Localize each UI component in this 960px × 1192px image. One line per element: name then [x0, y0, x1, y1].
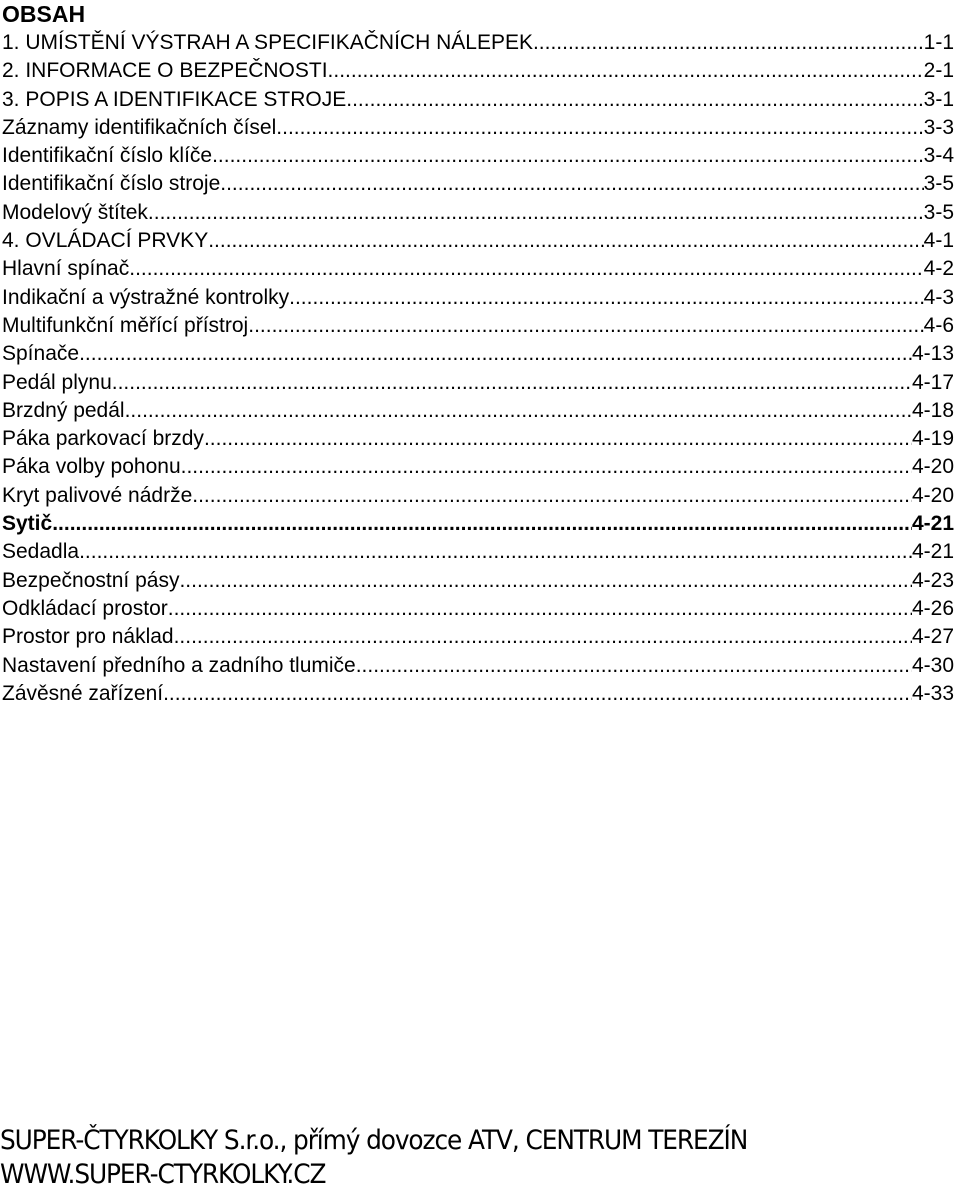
toc-entry-label: Nastavení předního a zadního tlumiče — [2, 653, 356, 677]
toc-dot-leader — [129, 255, 923, 283]
toc-entry-label: Hlavní spínač — [2, 257, 130, 281]
toc-entry-page: 4-6 — [923, 313, 954, 337]
toc-entry — [2, 114, 954, 142]
toc-dot-leader — [248, 312, 923, 340]
toc-entry-label: Prostor pro náklad — [2, 625, 174, 649]
toc-dot-leader — [168, 595, 912, 623]
toc-entry-label: Sytič — [2, 512, 53, 536]
toc-entry-page: 4-33 — [911, 681, 954, 705]
toc-entry — [2, 312, 954, 340]
toc-dot-leader — [346, 86, 923, 114]
toc-entry — [2, 652, 954, 680]
page-title: OBSAH — [2, 1, 86, 27]
toc-entry — [2, 510, 954, 538]
footer-company-line: SUPER-ČTYRKOLKY S.r.o., přímý dovozce ATV, CENTRUM TEREZÍN — [0, 1125, 748, 1156]
toc-entry — [2, 57, 954, 85]
toc-dot-leader — [208, 227, 923, 255]
toc-dot-leader — [179, 567, 912, 595]
toc-entry-page: 4-27 — [911, 625, 954, 649]
toc-dot-leader — [125, 397, 912, 425]
toc-entry — [2, 227, 954, 255]
table-of-contents — [2, 29, 954, 708]
toc-dot-leader — [533, 29, 924, 57]
toc-entry-page: 3-3 — [923, 115, 954, 139]
toc-dot-leader — [79, 340, 912, 368]
footer — [0, 1124, 879, 1192]
toc-entry-label: Spínače — [2, 342, 80, 366]
toc-entry-label: Brzdný pedál — [2, 398, 125, 422]
toc-entry — [2, 170, 954, 198]
toc-entry-label: Identifikační číslo stroje — [2, 172, 221, 196]
toc-dot-leader — [220, 170, 923, 198]
toc-entry-label: Páka volby pohonu — [2, 455, 181, 479]
toc-entry — [2, 369, 954, 397]
toc-entry-page: 4-2 — [923, 257, 954, 281]
toc-dot-leader — [148, 199, 924, 227]
toc-entry-page: 4-19 — [911, 427, 954, 451]
toc-entry — [2, 29, 954, 57]
toc-entry — [2, 567, 954, 595]
toc-entry-page: 4-21 — [911, 512, 954, 536]
toc-entry-page: 4-23 — [911, 568, 954, 592]
toc-entry-page: 1-1 — [923, 31, 954, 54]
toc-entry — [2, 482, 954, 510]
toc-entry — [2, 595, 954, 623]
toc-entry — [2, 340, 954, 368]
toc-entry-label: 1. UMÍSTĚNÍ VÝSTRAH A SPECIFIKAČNÍCH NÁLEPEK — [2, 31, 533, 54]
toc-entry-label: Odkládací prostor — [2, 596, 168, 620]
toc-entry — [2, 142, 954, 170]
toc-dot-leader — [112, 369, 912, 397]
toc-dot-leader — [192, 482, 912, 510]
toc-dot-leader — [163, 680, 912, 708]
toc-entry — [2, 397, 954, 425]
toc-entry-label: Sedadla — [2, 540, 80, 564]
toc-dot-leader — [79, 538, 912, 566]
toc-entry-page: 3-4 — [923, 144, 954, 168]
toc-entry-label: Pedál plynu — [2, 370, 112, 394]
toc-entry-page: 4-17 — [911, 370, 954, 394]
toc-entry — [2, 623, 954, 651]
toc-dot-leader — [276, 114, 923, 142]
toc-entry — [2, 86, 954, 114]
toc-entry — [2, 538, 954, 566]
toc-dot-leader — [204, 425, 912, 453]
toc-entry-label: Páka parkovací brzdy — [2, 427, 204, 451]
toc-entry-page: 4-20 — [911, 483, 954, 507]
toc-entry-page: 4-13 — [911, 342, 954, 366]
toc-entry-label: 2. INFORMACE O BEZPEČNOSTI — [2, 59, 328, 83]
toc-entry-label: Multifunkční měřící přístroj — [2, 313, 249, 337]
toc-entry-label: Kryt palivové nádrže — [2, 483, 193, 507]
toc-entry-label: 3. POPIS A IDENTIFIKACE STROJE — [2, 87, 347, 111]
toc-dot-leader — [52, 510, 912, 538]
toc-entry-page: 4-1 — [923, 229, 954, 253]
toc-entry-label: Modelový štítek — [2, 200, 148, 224]
toc-entry-label: Bezpečnostní pásy — [2, 568, 180, 592]
toc-entry-page: 4-20 — [911, 455, 954, 479]
toc-entry-label: Závěsné zařízení — [2, 681, 164, 705]
toc-entry-page: 4-21 — [911, 540, 954, 564]
toc-entry — [2, 284, 954, 312]
toc-dot-leader — [356, 652, 912, 680]
toc-entry — [2, 199, 954, 227]
toc-entry-page: 4-18 — [911, 398, 954, 422]
toc-entry-page: 2-1 — [923, 59, 954, 83]
toc-dot-leader — [181, 453, 912, 481]
toc-entry — [2, 680, 954, 708]
toc-entry-page: 4-30 — [911, 653, 954, 677]
toc-entry-label: Indikační a výstražné kontrolky — [2, 285, 290, 309]
toc-entry-label: Záznamy identifikačních čísel — [2, 115, 277, 139]
toc-entry-page: 4-26 — [911, 596, 954, 620]
toc-entry-page: 3-1 — [923, 87, 954, 111]
toc-entry-label: Identifikační číslo klíče — [2, 144, 213, 168]
footer-website-line: WWW.SUPER-CTYRKOLKY.CZ — [0, 1159, 326, 1190]
toc-dot-leader — [328, 57, 924, 85]
toc-dot-leader — [212, 142, 924, 170]
toc-dot-leader — [289, 284, 924, 312]
toc-entry — [2, 255, 954, 283]
toc-entry-label: 4. OVLÁDACÍ PRVKY — [2, 229, 209, 253]
toc-entry-page: 4-3 — [923, 285, 954, 309]
toc-entry-page: 3-5 — [923, 200, 954, 224]
toc-entry — [2, 425, 954, 453]
toc-dot-leader — [174, 623, 912, 651]
toc-entry — [2, 453, 954, 481]
toc-entry-page: 3-5 — [923, 172, 954, 196]
